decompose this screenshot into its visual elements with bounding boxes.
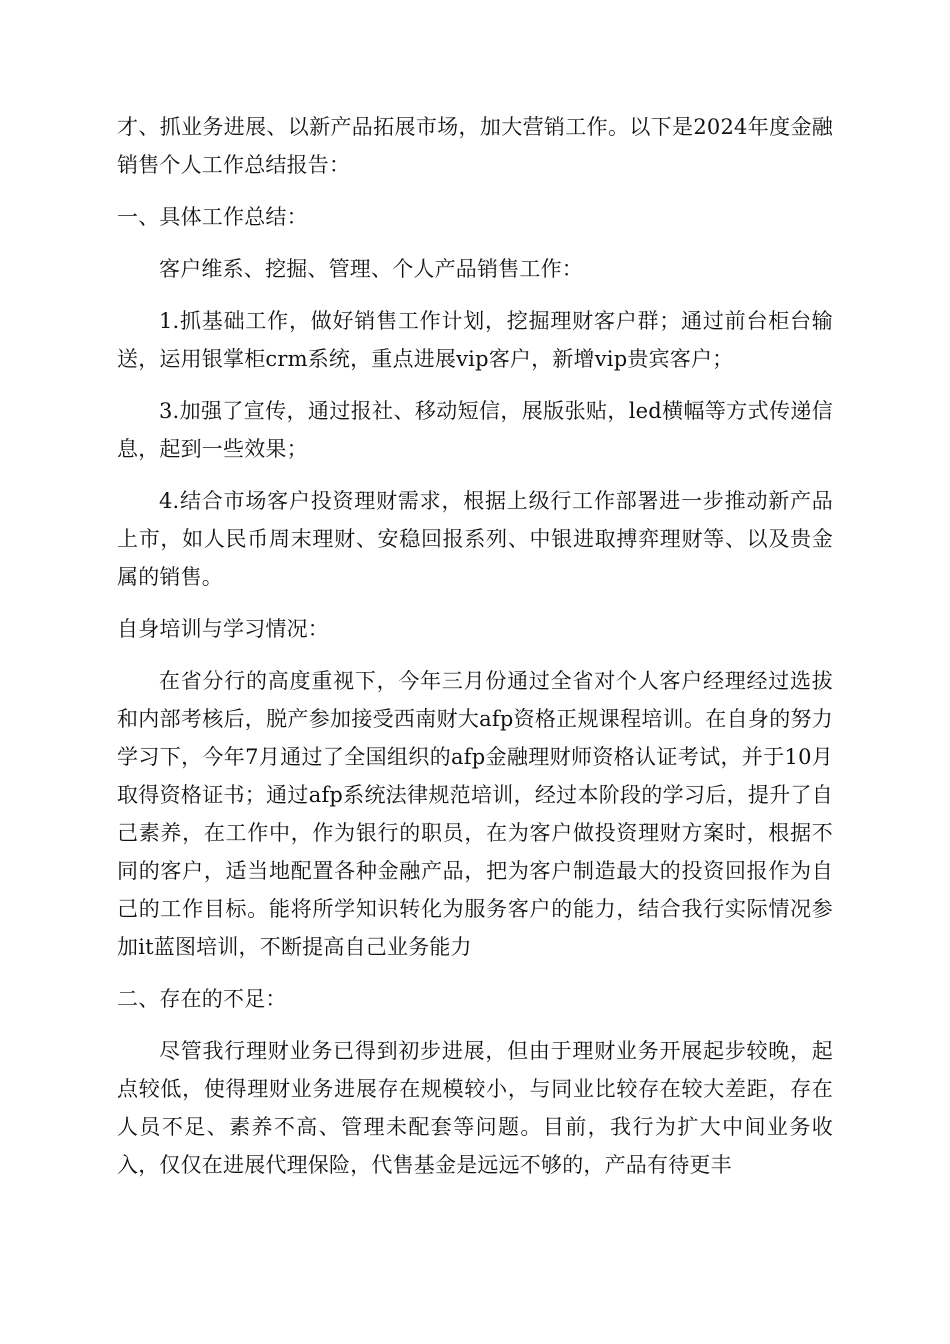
heading-shortcomings: 二、存在的不足： [117,987,287,1011]
heading-training: 自身培训与学习情况： [117,617,329,641]
subheading-customer-work: 客户维系、挖掘、管理、个人产品销售工作： [159,257,583,281]
paragraph-item-1: 1.抓基础工作，做好销售工作计划，挖掘理财客户群；通过前台柜台输送，运用银掌柜crm系统，重点进展vip客户，新增vip贵宾客户； [117,309,833,371]
paragraph-shortcomings-details: 尽管我行理财业务已得到初步进展，但由于理财业务开展起步较晚，起点较低，使得理财业务进展存在规模较小，与同业比较存在较大差距，存在人员不足、素养不高、管理未配套等问题。目前，我行为扩大中间业务收入，仅仅在进展代理保险，代售基金是远远不够的，产品有待更丰 [117,1039,833,1177]
paragraph-item-4: 4.结合市场客户投资理财需求，根据上级行工作部署进一步推动新产品上市，如人民币周末理财、安稳回报系列、中银进取搏弈理财等、以及贵金属的销售。 [117,489,833,589]
document-page [117,108,833,1184]
paragraph-intro-continued: 才、抓业务进展、以新产品拓展市场，加大营销工作。以下是2024年度金融销售个人工作总结报告： [117,115,833,177]
heading-work-summary: 一、具体工作总结： [117,205,308,229]
paragraph-item-3: 3.加强了宣传，通过报社、移动短信，展版张贴，led横幅等方式传递信息，起到一些效果； [117,399,833,461]
paragraph-training-details: 在省分行的高度重视下，今年三月份通过全省对个人客户经理经过选拔和内部考核后，脱产参加接受西南财大afp资格正规课程培训。在自身的努力学习下，今年7月通过了全国组织的afp金融理财师资格认证考试，并于10月取得资格证书；通过afp系统法律规范培训，经过本阶段的学习后，提升了自己素养，在工作中，作为银行的职员，在为客户做投资理财方案时，根据不同的客户，适当地配置各种金融产品，把为客户制造最大的投资回报作为自己的工作目标。能将所学知识转化为服务客户的能力，结合我行实际情况参加it蓝图培训，不断提高自己业务能力 [117,669,833,959]
